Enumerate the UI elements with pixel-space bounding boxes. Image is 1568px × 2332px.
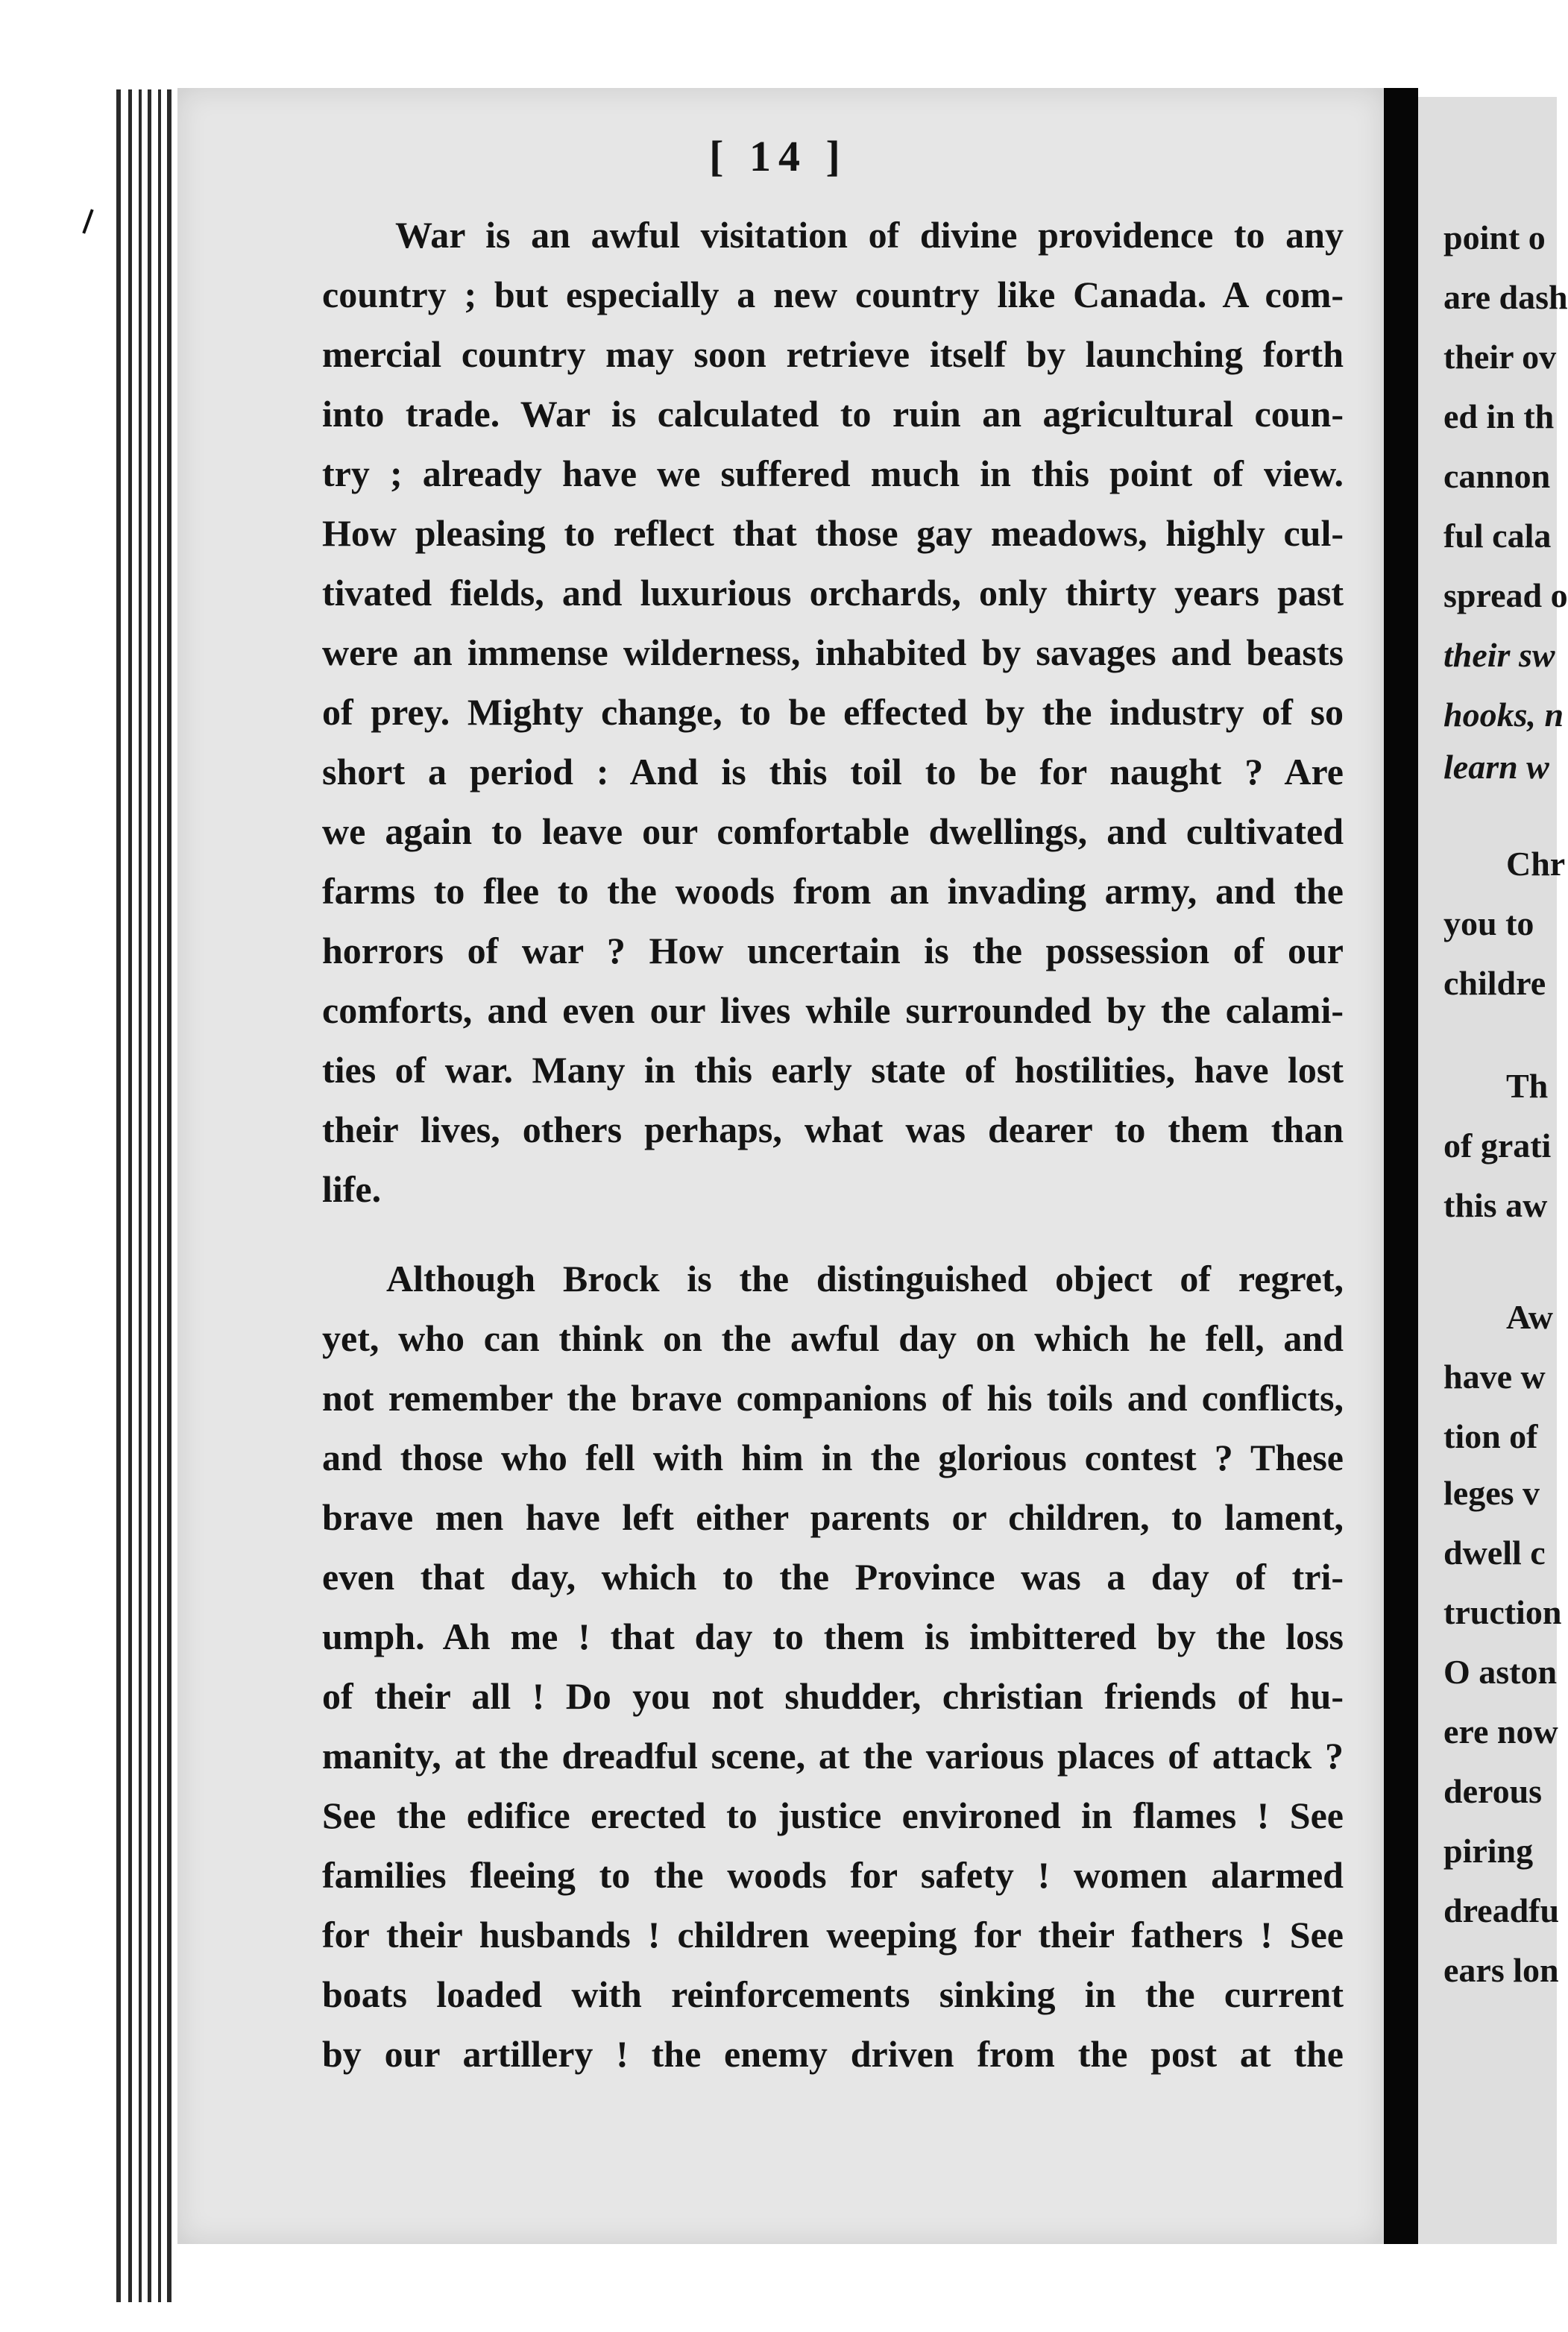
text-line: tivated fields, and luxurious orchards, only thirty years past bbox=[322, 572, 1344, 614]
text-line: short a period : And is this toil to be for naught ? Are bbox=[322, 751, 1344, 792]
binding-edge-line bbox=[139, 89, 142, 2302]
facing-text-fragment: point o bbox=[1443, 218, 1546, 256]
facing-text-fragment: Th bbox=[1506, 1067, 1549, 1105]
text-line: life. bbox=[322, 1168, 382, 1210]
text-line: farms to flee to the woods from an invading army, and the bbox=[322, 870, 1344, 912]
facing-text-fragment: this aw bbox=[1443, 1186, 1548, 1224]
facing-text-fragment: have w bbox=[1443, 1358, 1546, 1396]
text-line: brave men have left either parents or children, to lament, bbox=[322, 1496, 1344, 1538]
facing-text-fragment: learn w bbox=[1443, 748, 1549, 786]
text-line: into trade. War is calculated to ruin an agricultural coun- bbox=[322, 393, 1344, 435]
facing-text-fragment: derous bbox=[1443, 1772, 1543, 1810]
binding-edge-line bbox=[167, 89, 171, 2302]
facing-text-fragment: leges v bbox=[1443, 1474, 1540, 1512]
text-line: umph. Ah me ! that day to them is imbittered by the loss bbox=[322, 1616, 1344, 1657]
facing-text-fragment: are dash bbox=[1443, 278, 1568, 316]
facing-text-fragment: you to bbox=[1443, 904, 1534, 942]
text-line: families fleeing to the woods for safety ! women alarmed bbox=[322, 1854, 1344, 1896]
facing-text-fragment: ere now bbox=[1443, 1712, 1558, 1750]
binding-edge-line bbox=[148, 89, 151, 2302]
facing-text-fragment: tion of bbox=[1443, 1417, 1538, 1455]
text-line: comforts, and even our lives while surrounded by the calami- bbox=[322, 989, 1344, 1031]
facing-text-fragment: Aw bbox=[1506, 1298, 1554, 1336]
facing-text-fragment: dwell c bbox=[1443, 1534, 1546, 1572]
text-line: horrors of war ? How uncertain is the possession of our bbox=[322, 930, 1344, 971]
facing-text-fragment: dreadfu bbox=[1443, 1891, 1560, 1929]
text-line: of prey. Mighty change, to be effected by the industry of so bbox=[322, 691, 1344, 733]
text-line: were an immense wilderness, inhabited by savages and beasts bbox=[322, 631, 1344, 673]
facing-text-fragment: piring bbox=[1443, 1832, 1534, 1870]
text-line: country ; but especially a new country like Canada. A com- bbox=[322, 274, 1344, 315]
binding-edge-line bbox=[128, 89, 132, 2302]
text-line: and those who fell with him in the glorious contest ? These bbox=[322, 1437, 1344, 1478]
facing-text-fragment: of grati bbox=[1443, 1126, 1552, 1165]
facing-text-fragment: cannon bbox=[1443, 457, 1551, 495]
text-line: How pleasing to reflect that those gay meadows, highly cul- bbox=[322, 512, 1344, 554]
text-line: Although Brock is the distinguished object of regret, bbox=[386, 1258, 1344, 1299]
text-line: boats loaded with reinforcements sinking in the current bbox=[322, 1973, 1344, 2015]
text-line: manity, at the dreadful scene, at the various places of attack ? bbox=[322, 1735, 1344, 1777]
text-line: not remember the brave companions of his toils and conflicts, bbox=[322, 1377, 1344, 1419]
facing-text-fragment: Chr bbox=[1506, 845, 1566, 883]
facing-text-fragment: spread o bbox=[1443, 576, 1568, 614]
margin-mark bbox=[82, 209, 93, 233]
text-line: See the edifice erected to justice environed in flames ! See bbox=[322, 1794, 1344, 1836]
facing-text-fragment: O aston bbox=[1443, 1653, 1558, 1691]
facing-text-fragment: their sw bbox=[1443, 636, 1555, 674]
text-line: yet, who can think on the awful day on which he fell, and bbox=[322, 1317, 1344, 1359]
text-line: we again to leave our comfortable dwellings, and cultivated bbox=[322, 810, 1344, 852]
text-line: their lives, others perhaps, what was dearer to them than bbox=[322, 1109, 1344, 1150]
facing-text-fragment: ful cala bbox=[1443, 517, 1552, 555]
text-line: try ; already have we suffered much in this point of view. bbox=[322, 453, 1344, 494]
page-number: [ 14 ] bbox=[709, 132, 848, 180]
text-line: ties of war. Many in this early state of hostilities, have lost bbox=[322, 1049, 1344, 1091]
text-line: for their husbands ! children weeping for their fathers ! See bbox=[322, 1914, 1344, 1956]
text-line: War is an awful visitation of divine providence to any bbox=[395, 214, 1344, 256]
text-line: of their all ! Do you not shudder, christian friends of hu- bbox=[322, 1675, 1344, 1717]
binding-edge-line bbox=[116, 89, 121, 2302]
facing-text-fragment: ears lon bbox=[1443, 1951, 1559, 1989]
page-gutter bbox=[1384, 88, 1418, 2244]
text-line: even that day, which to the Province was a day of tri- bbox=[322, 1556, 1344, 1598]
facing-text-fragment: truction bbox=[1443, 1593, 1562, 1631]
binding-edge-line bbox=[158, 89, 161, 2302]
text-line: by our artillery ! the enemy driven from the post at the bbox=[322, 2033, 1344, 2075]
facing-text-fragment: childre bbox=[1443, 964, 1546, 1002]
facing-text-fragment: ed in th bbox=[1443, 397, 1555, 435]
facing-text-fragment: hooks, n bbox=[1443, 696, 1564, 734]
text-line: mercial country may soon retrieve itself by launching forth bbox=[322, 333, 1344, 375]
facing-text-fragment: their ov bbox=[1443, 338, 1557, 376]
